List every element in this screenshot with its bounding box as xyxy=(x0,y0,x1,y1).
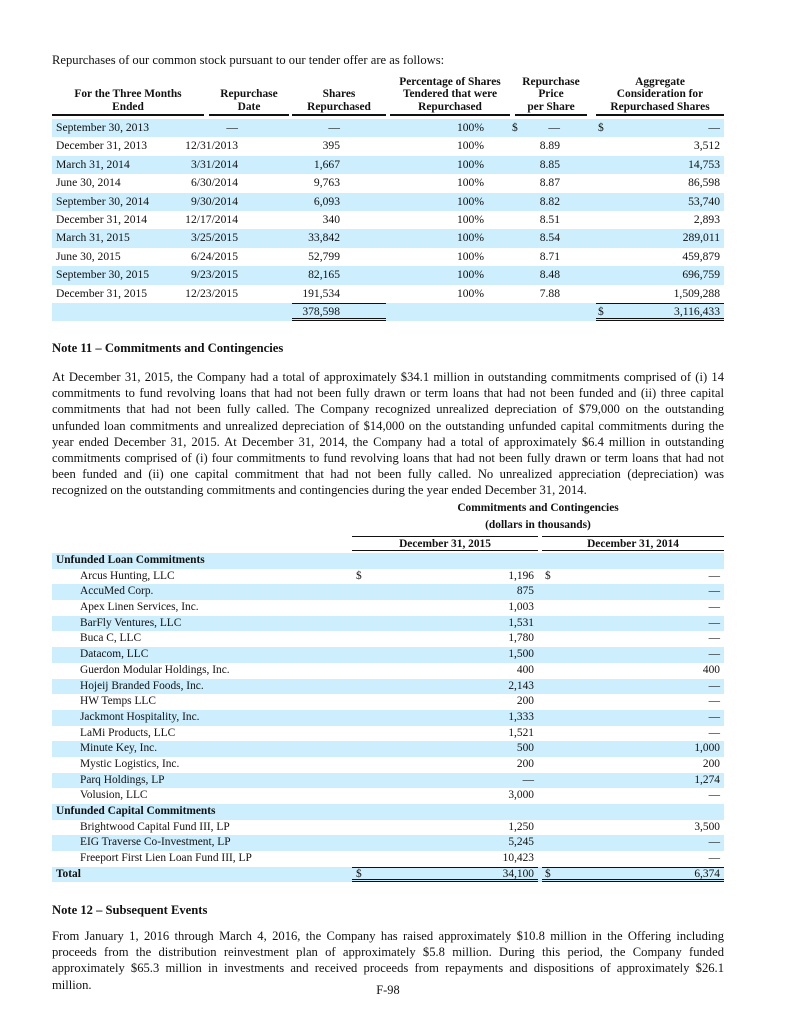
price-cell: 8.87 xyxy=(539,176,560,190)
company-name: Freeport First Lien Loan Fund III, LP xyxy=(80,852,252,865)
percentage-cell: 100% xyxy=(456,194,484,208)
value-2015: 1,531 xyxy=(508,616,534,629)
table-row xyxy=(52,119,724,137)
section-row xyxy=(52,553,724,569)
company-name: Apex Linen Services, Inc. xyxy=(80,601,199,614)
header-shares: Shares Repurchased xyxy=(292,88,386,116)
aggregate-cell: 696,759 xyxy=(682,268,720,282)
value-2014: — xyxy=(708,632,720,645)
value-2014: — xyxy=(708,616,720,629)
value-2015: 3,000 xyxy=(508,789,534,802)
value-2015: 1,250 xyxy=(508,820,534,833)
repurchase-total-row xyxy=(52,303,724,321)
table-row xyxy=(52,679,724,695)
table-row xyxy=(52,694,724,710)
price-cell: 8.71 xyxy=(539,249,560,263)
shares-cell: — xyxy=(328,121,340,134)
table-row xyxy=(52,710,724,726)
value-2015: — xyxy=(522,773,534,786)
date-cell: 3/31/2014 xyxy=(190,157,238,171)
company-name: HW Temps LLC xyxy=(80,695,156,708)
value-2015: 1,196 xyxy=(508,569,534,582)
value-2014: — xyxy=(708,710,720,723)
dollar-sign-2015: $ xyxy=(356,569,362,582)
page-number: F-98 xyxy=(376,983,400,997)
company-name: Brightwood Capital Fund III, LP xyxy=(80,820,230,833)
value-2015: 1,500 xyxy=(508,648,534,661)
company-name: LaMi Products, LLC xyxy=(80,726,176,739)
date-cell: 12/31/2013 xyxy=(185,139,238,153)
percentage-cell: 100% xyxy=(456,139,484,153)
shares-cell: 82,165 xyxy=(308,268,340,282)
value-2015: 875 xyxy=(516,585,534,598)
table-row xyxy=(52,211,724,229)
company-name: Datacom, LLC xyxy=(80,648,149,661)
company-name: AccuMed Corp. xyxy=(80,585,154,598)
note12-body: From January 1, 2016 through March 4, 2016, the Company has raised approximately $10.8 million in the Offering including proceeds from the distribution reinvestment plan of approximately $5.8 million. During this period, the Company funded approximately $65.3 million in investments and received proceeds from repayments and dispositions of approximately $26.1 million. xyxy=(52,929,724,992)
shares-cell: 340 xyxy=(322,212,340,226)
table-row xyxy=(52,788,724,804)
shares-cell: 33,842 xyxy=(308,231,340,245)
column-header-2015: December 31, 2015 xyxy=(352,536,538,551)
aggregate-cell: 459,879 xyxy=(682,249,720,263)
date-cell: 9/23/2015 xyxy=(190,268,238,282)
value-2014: — xyxy=(708,852,720,865)
total-row xyxy=(52,867,724,883)
table-row xyxy=(52,820,724,836)
shares-cell: 1,667 xyxy=(313,157,340,171)
header-date: Repurchase Date xyxy=(209,88,289,116)
period-cell: September 30, 2014 xyxy=(56,194,150,208)
percentage-cell: 100% xyxy=(456,176,484,190)
section-row xyxy=(52,804,724,820)
header-price: Repurchase Price per Share xyxy=(515,76,587,117)
shares-cell: 395 xyxy=(322,139,340,153)
aggregate-dollar-sign: $ xyxy=(598,121,604,134)
aggregate-cell: 3,512 xyxy=(693,139,720,153)
value-2015: 34,100 xyxy=(502,867,534,880)
table-row xyxy=(52,773,724,789)
period-cell: June 30, 2015 xyxy=(56,249,121,263)
note11-heading: Note 11 – Commitments and Contingencies xyxy=(52,341,284,355)
company-name: Jackmont Hospitality, Inc. xyxy=(80,710,200,723)
table-row xyxy=(52,193,724,211)
value-2015: 200 xyxy=(516,695,534,708)
column-header-2014: December 31, 2014 xyxy=(542,536,724,551)
table-row xyxy=(52,137,724,155)
table-row xyxy=(52,741,724,757)
percentage-cell: 100% xyxy=(456,157,484,171)
company-name: Guerdon Modular Holdings, Inc. xyxy=(80,663,230,676)
value-2015: 200 xyxy=(516,757,534,770)
note12-heading: Note 12 – Subsequent Events xyxy=(52,903,208,917)
period-cell: September 30, 2013 xyxy=(56,121,150,134)
percentage-cell: 100% xyxy=(456,121,484,134)
aggregate-cell: 53,740 xyxy=(688,194,720,208)
company-name: Hojeij Branded Foods, Inc. xyxy=(80,679,204,692)
price-cell: 7.88 xyxy=(539,286,560,300)
value-2015: 5,245 xyxy=(508,836,534,849)
value-2015: 1,521 xyxy=(508,726,534,739)
company-name: Arcus Hunting, LLC xyxy=(80,569,175,582)
value-2015: 2,143 xyxy=(508,679,534,692)
dollar-sign-2015: $ xyxy=(356,867,362,880)
value-2014: — xyxy=(708,679,720,692)
company-name: Mystic Logistics, Inc. xyxy=(80,757,180,770)
table-row xyxy=(52,647,724,663)
table-row xyxy=(52,631,724,647)
table-row xyxy=(52,156,724,174)
dollar-sign-2014: $ xyxy=(545,867,551,880)
aggregate-cell: — xyxy=(708,121,720,134)
value-2015: 1,003 xyxy=(508,601,534,614)
company-name: Volusion, LLC xyxy=(80,789,148,802)
table-row xyxy=(52,663,724,679)
price-cell: 8.51 xyxy=(539,212,560,226)
value-2014: — xyxy=(708,695,720,708)
value-2014: 1,274 xyxy=(694,773,720,786)
aggregate-cell: 1,509,288 xyxy=(673,286,720,300)
company-name: EIG Traverse Co-Investment, LP xyxy=(80,836,231,849)
table-row xyxy=(52,851,724,867)
period-cell: September 30, 2015 xyxy=(56,268,150,282)
table-row xyxy=(52,600,724,616)
table-row xyxy=(52,757,724,773)
percentage-cell: 100% xyxy=(456,249,484,263)
date-cell: 6/30/2014 xyxy=(190,176,238,190)
table-row xyxy=(52,569,724,585)
header-percentage: Percentage of Shares Tendered that were Repurchased xyxy=(390,76,510,117)
value-2014: — xyxy=(708,569,720,582)
date-cell: — xyxy=(226,121,238,134)
repurchase-table-header xyxy=(52,75,724,119)
price-cell: 8.54 xyxy=(539,231,560,245)
percentage-cell: 100% xyxy=(456,231,484,245)
value-2014: — xyxy=(708,726,720,739)
value-2014: — xyxy=(708,585,720,598)
dollar-sign-2014: $ xyxy=(545,569,551,582)
price-cell: 8.82 xyxy=(539,194,560,208)
table-row xyxy=(52,248,724,266)
table-row xyxy=(52,174,724,192)
table-row xyxy=(52,229,724,247)
company-name: BarFly Ventures, LLC xyxy=(80,616,182,629)
value-2014: — xyxy=(708,789,720,802)
shares-cell: 191,534 xyxy=(302,286,340,300)
table-row xyxy=(52,726,724,742)
value-2015: 500 xyxy=(516,742,534,755)
commitments-table-body xyxy=(52,553,724,882)
period-cell: March 31, 2015 xyxy=(56,231,130,245)
note11-body: At December 31, 2015, the Company had a total of approximately $34.1 million in outstanding commitments comprised of (i) 14 commitments to fund revolving loans that had not been fully drawn or term loans that had not been funded and (ii) three capital commitments that had not been fully called. The Company recognized unrealized depreciation of $79,000 on the outstanding unfunded loan commitments and unrealized depreciation of $14,000 on the outstanding unfunded capital commitments during the year ended December 31, 2015. At December 31, 2014, the Company had a total of approximately $6.4 million in outstanding commitments comprised of (i) four commitments to fund revolving loans that had not been fully drawn or term loans that had not been funded and (ii) one capital commitment that had not been fully called. No unrealized appreciation (depreciation) was recognized on the outstanding commitments and contingencies during the year ended December 31, 2014. xyxy=(52,370,724,498)
commitments-table-title: Commitments and Contingencies xyxy=(457,502,619,514)
section-label: Unfunded Capital Commitments xyxy=(56,805,216,817)
period-cell: June 30, 2014 xyxy=(56,176,121,190)
price-dollar-sign: $ xyxy=(512,121,518,134)
period-cell: December 31, 2014 xyxy=(56,212,148,226)
period-cell: December 31, 2015 xyxy=(56,286,148,300)
value-2014: — xyxy=(708,648,720,661)
shares-cell: 52,799 xyxy=(308,249,340,263)
date-cell: 6/24/2015 xyxy=(190,249,238,263)
repurchase-table xyxy=(52,75,724,321)
repurchase-table-body xyxy=(52,119,724,303)
aggregate-cell: 86,598 xyxy=(688,176,720,190)
total-aggregate: 3,116,433 xyxy=(674,304,720,318)
shares-cell: 9,763 xyxy=(313,176,340,190)
header-period: For the Three Months Ended xyxy=(52,88,204,116)
percentage-cell: 100% xyxy=(456,286,484,300)
commitments-table-subtitle: (dollars in thousands) xyxy=(485,519,591,531)
price-cell: 8.89 xyxy=(539,139,560,153)
date-cell: 3/25/2015 xyxy=(190,231,238,245)
total-dollar-sign: $ xyxy=(598,304,604,318)
aggregate-cell: 14,753 xyxy=(688,157,720,171)
value-2014: 3,500 xyxy=(694,820,720,833)
section-label: Unfunded Loan Commitments xyxy=(56,554,205,566)
date-cell: 12/17/2014 xyxy=(185,212,238,226)
company-name: Buca C, LLC xyxy=(80,632,142,645)
value-2015: 400 xyxy=(516,663,534,676)
value-2014: 200 xyxy=(702,757,720,770)
table-row xyxy=(52,584,724,600)
price-cell: 8.85 xyxy=(539,157,560,171)
value-2015: 1,333 xyxy=(508,710,534,723)
company-name: Parq Holdings, LP xyxy=(80,773,165,786)
percentage-cell: 100% xyxy=(456,212,484,226)
value-2015: 10,423 xyxy=(502,852,534,865)
price-cell: 8.48 xyxy=(539,268,560,282)
value-2014: 1,000 xyxy=(694,742,720,755)
intro-text: Repurchases of our common stock pursuant to our tender offer are as follows: xyxy=(52,53,445,67)
value-2014: — xyxy=(708,601,720,614)
table-row xyxy=(52,835,724,851)
header-aggregate: Aggregate Consideration for Repurchased Shares xyxy=(596,76,724,117)
period-cell: December 31, 2013 xyxy=(56,139,148,153)
value-2014: — xyxy=(708,836,720,849)
company-name: Minute Key, Inc. xyxy=(80,742,158,755)
total-shares: 378,598 xyxy=(302,304,340,318)
value-2014: 400 xyxy=(702,663,720,676)
value-2015: 1,780 xyxy=(508,632,534,645)
table-row xyxy=(52,285,724,303)
date-cell: 9/30/2014 xyxy=(190,194,238,208)
table-row xyxy=(52,616,724,632)
date-cell: 12/23/2015 xyxy=(185,286,238,300)
price-cell: — xyxy=(548,121,560,134)
period-cell: March 31, 2014 xyxy=(56,157,130,171)
total-label: Total xyxy=(56,867,81,880)
table-row xyxy=(52,266,724,284)
aggregate-cell: 2,893 xyxy=(693,212,720,226)
value-2014: 6,374 xyxy=(694,867,720,880)
aggregate-cell: 289,011 xyxy=(682,231,720,245)
shares-cell: 6,093 xyxy=(313,194,340,208)
percentage-cell: 100% xyxy=(456,268,484,282)
